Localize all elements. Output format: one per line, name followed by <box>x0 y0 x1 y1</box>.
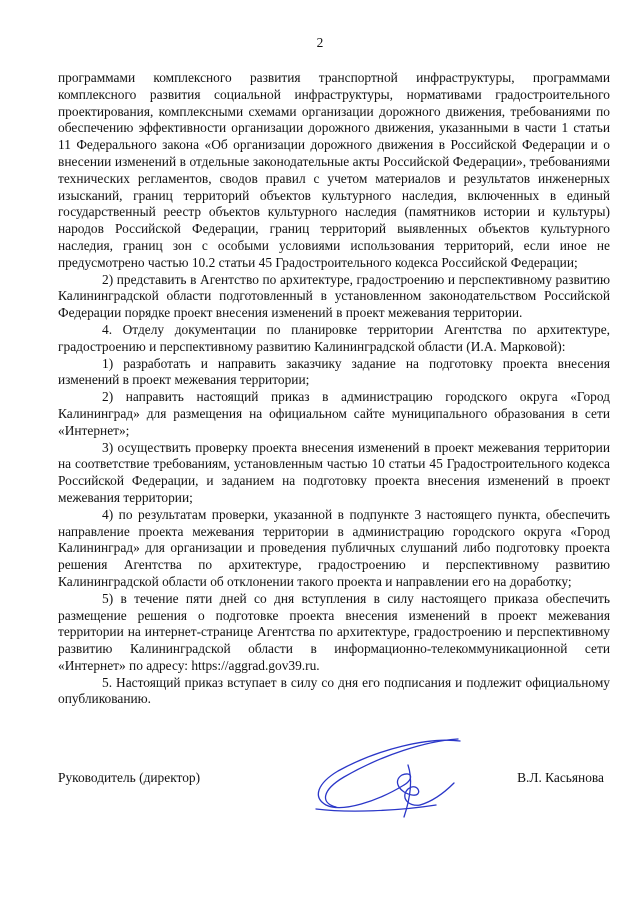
paragraph-subitem-4: 4) по результатам проверки, указанной в подпункте 3 настоящего пункта, обеспечить направление проекта межевания территории в администрацию городского округа «Город Калининград» для организации и проведения публичных слушаний либо подготовку проекта решения Агентства по архитектуре, градостроению и перспективному развитию Калининградской области об отклонении такого проекта и направлении его на доработку; <box>58 506 610 589</box>
document-body <box>58 70 610 708</box>
paragraph-subitem-2: 2) направить настоящий приказ в администрацию городского округа «Город Калининград» для размещения на официальном сайте муниципального образования в сети «Интернет»; <box>58 389 610 438</box>
paragraph-subitem-3: 3) осуществить проверку проекта внесения изменений в проект межевания территории на соответствие требованиям, установленным частью 10 статьи 45 Градостроительного кодекса Российской Федерации, и заданием на подготовку проекта внесения изменений в проект межевания территории; <box>58 439 610 505</box>
signatory-title: Руководитель (директор) <box>58 770 201 785</box>
paragraph-continuation: программами комплексного развития транспортной инфраструктуры, программами комплексного развития социальной инфраструктуры, нормативами градостроительного проектирования, комплексными схемами организации дорожного движения, требованиями по обеспечению эффективности организации дорожного движения, указанными в части 1 статьи 11 Федерального закона «Об организации дорожного движения в Российской Федерации и о внесении изменений в отдельные законодательные акты Российской Федерации», требованиями технических регламентов, сводов правил с учетом материалов и результатов инженерных изысканий, границ территорий объектов культурного наследия, включенных в единый государственный реестр объектов культурного наследия (памятников истории и культуры) народов Российской Федерации, границ территорий выявленных объектов культурного наследия, границ зон с особыми условиями использования территорий, если иное не предусмотрено частью 10.2 статьи 45 Градостроительного кодекса Российской Федерации; <box>58 70 610 270</box>
paragraph-subitem-1: 1) разработать и направить заказчику задание на подготовку проекта внесения изменений в проект межевания территории; <box>58 355 610 388</box>
paragraph-section-4: 4. Отделу документации по планировке территории Агентства по архитектуре, градостроению и перспективному развитию Калининградской области (И.А. Марковой): <box>58 321 610 354</box>
paragraph-subitem-5: 5) в течение пяти дней со дня вступления в силу настоящего приказа обеспечить размещение решения о подготовке проекта внесения изменений в проект межевания территории на интернет-странице Агентства по архитектуре, градостроению и перспективному развитию Калининградской области в информационно-телекоммуникационной сети «Интернет» по адресу: https://aggrad.gov39.ru. <box>58 590 610 673</box>
signature-block <box>58 770 604 800</box>
paragraph-section-5: 5. Настоящий приказ вступает в силу со дня его подписания и подлежит официальному опубликованию. <box>58 674 610 707</box>
page-number: 2 <box>316 35 324 50</box>
signatory-name: В.Л. Касьянова <box>517 770 604 785</box>
handwritten-signature <box>308 735 463 827</box>
paragraph-item-2: 2) представить в Агентство по архитектуре, градостроению и перспективному развитию Калининградской области подготовленный в установленном законодательством Российской Федерации порядке проект внесения изменений в проект межевания территории. <box>58 271 610 321</box>
